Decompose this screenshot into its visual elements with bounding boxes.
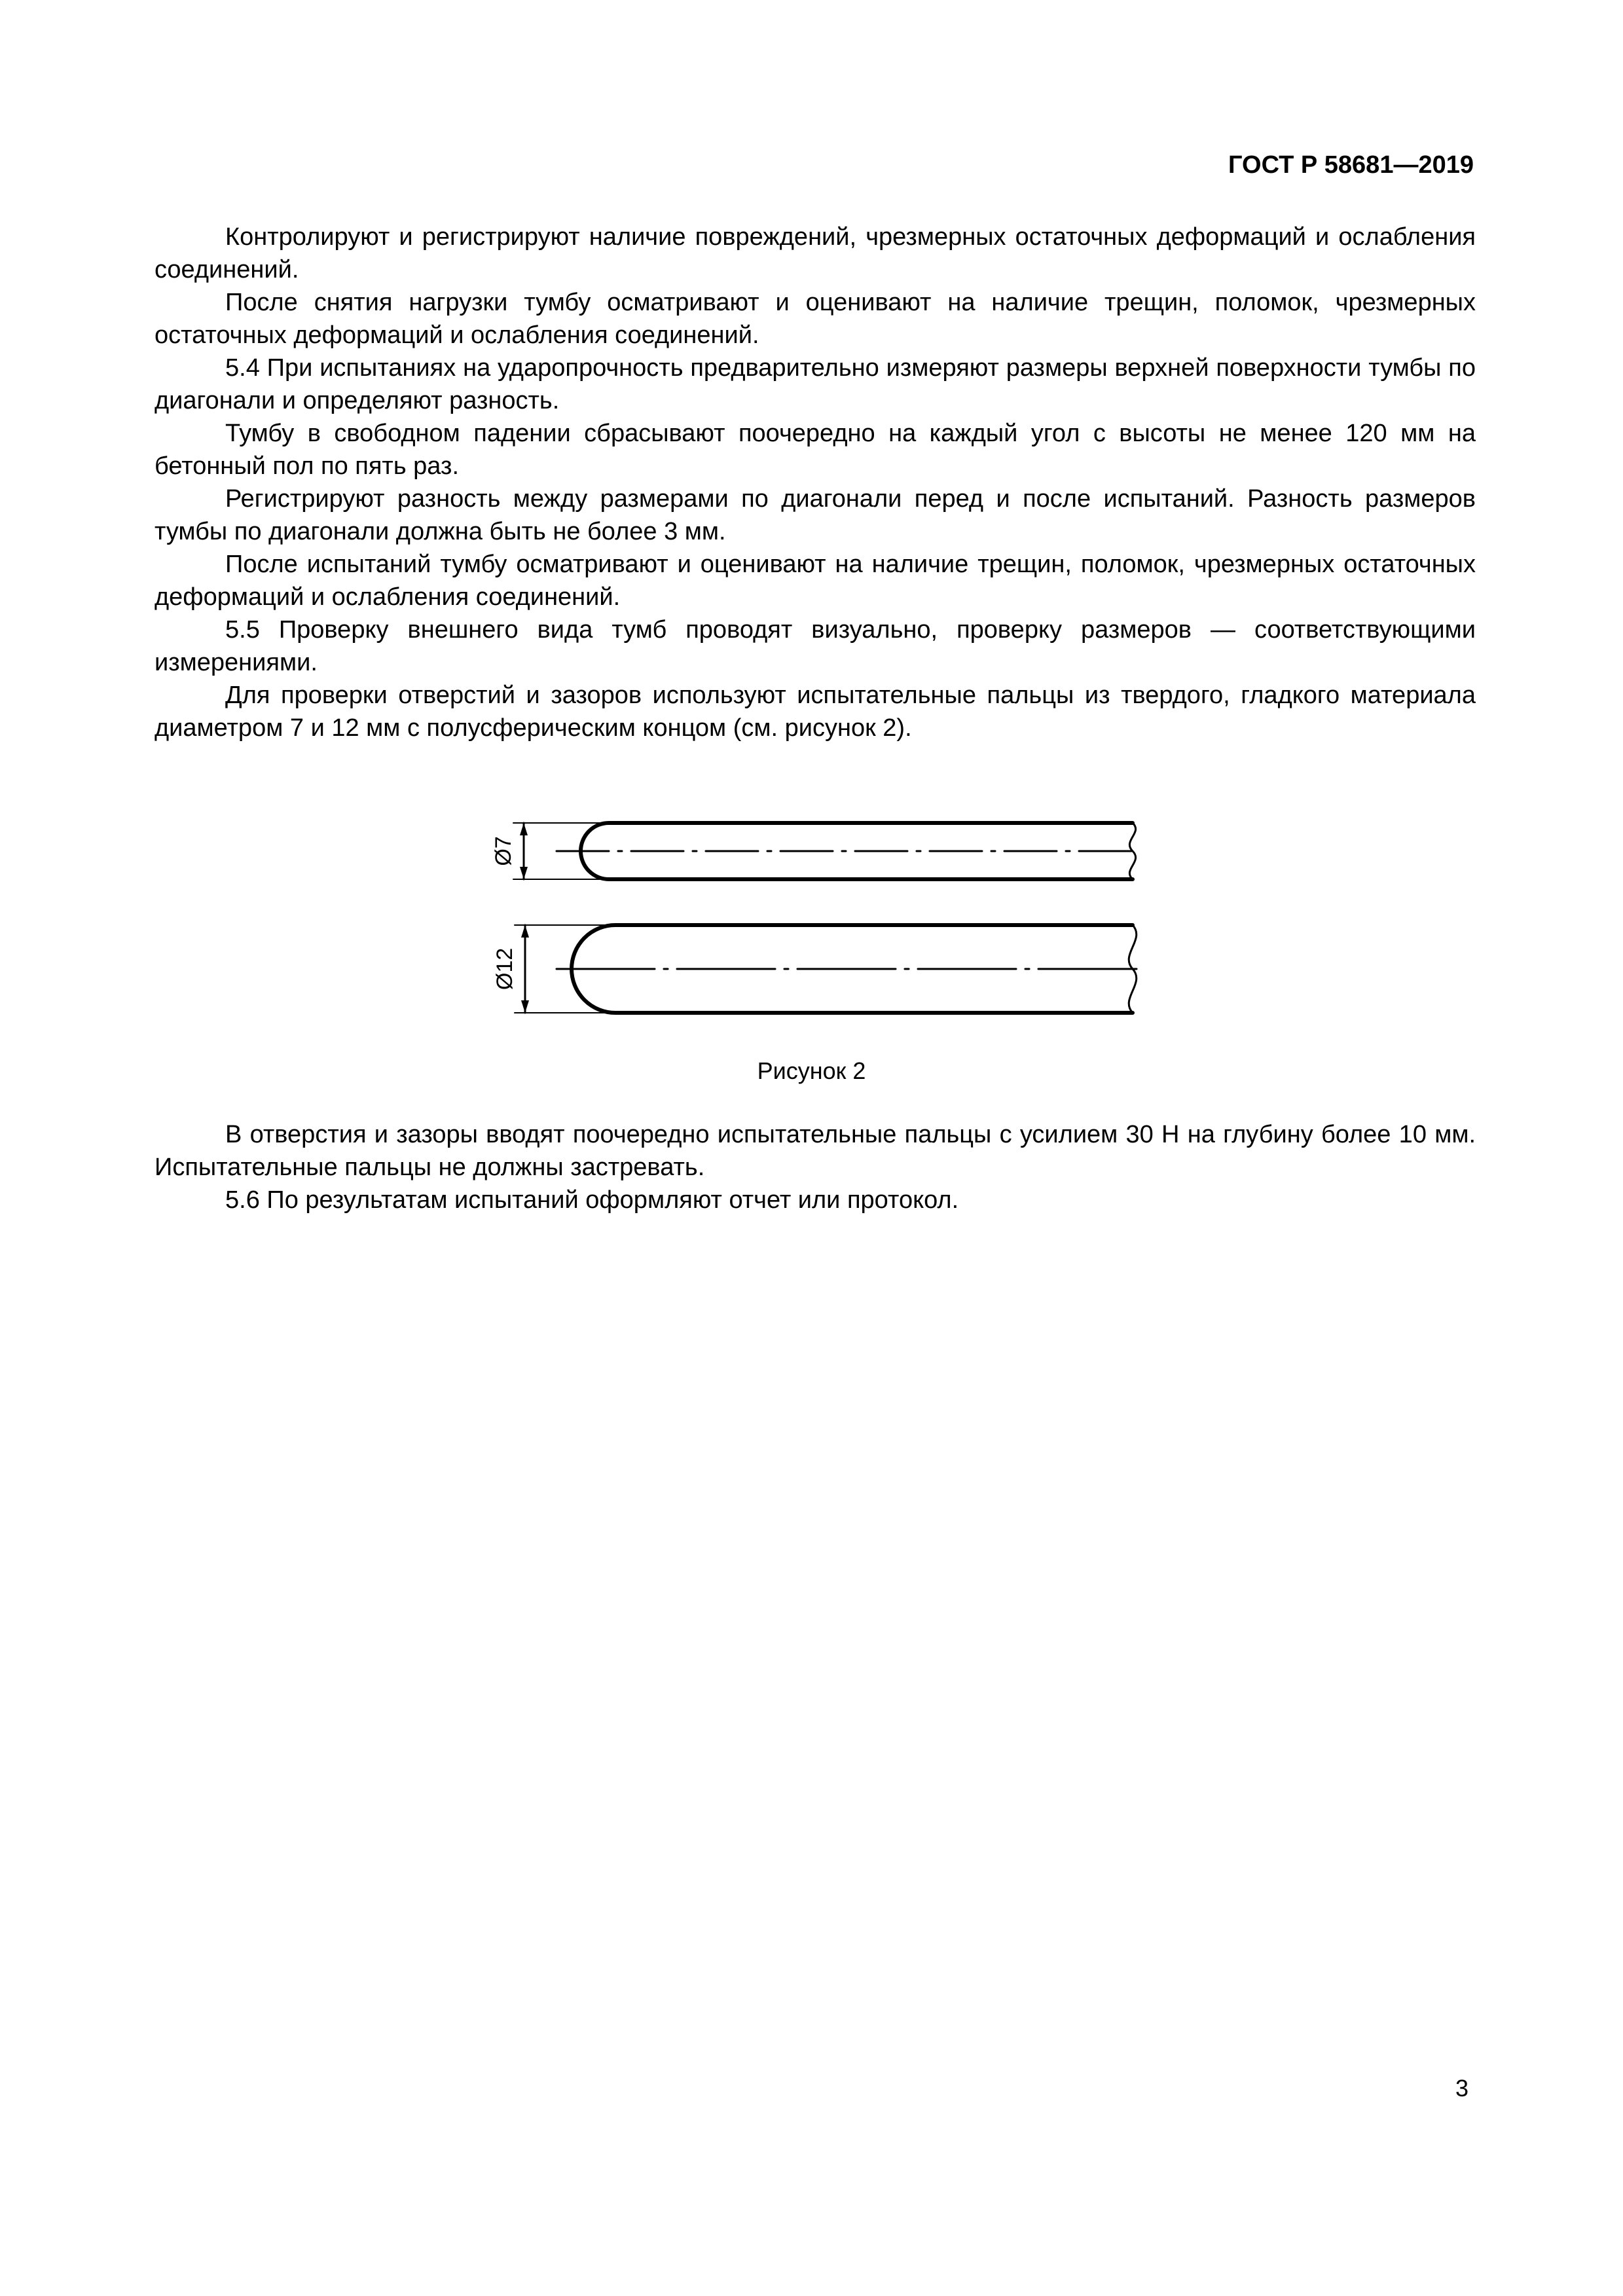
body-text-bottom [155, 1118, 1476, 1216]
paragraph: 5.4 При испытаниях на ударопрочность предварительно измеряют размеры верхней поверхности тумбы по диагонали и определяют разность. [155, 354, 1476, 414]
arrow-head [520, 867, 528, 879]
body-text-top [155, 221, 1476, 744]
finger-large [515, 925, 1139, 1013]
paragraph: В отверстия и зазоры вводят поочередно испытательные пальцы с усилием 30 Н на глубину более 10 мм. Испытательные пальцы не должны застревать. [155, 1121, 1476, 1181]
arrow-head [520, 823, 528, 835]
finger-large-diameter-label: Ø12 [492, 947, 517, 991]
finger-small [513, 823, 1139, 879]
page-number: 3 [1455, 2075, 1468, 2102]
paragraph: Для проверки отверстий и зазоров используют испытательные пальцы из твердого, гладкого материала диаметром 7 и 12 мм с полусферическим концом (см. рисунок 2). [155, 682, 1476, 742]
arrow-head [521, 1000, 529, 1013]
paragraph: Контролируют и регистрируют наличие повреждений, чрезмерных остаточных деформаций и ослабления соединений. [155, 223, 1476, 283]
arrow-head [521, 925, 529, 938]
paragraph: После снятия нагрузки тумбу осматривают и оценивают на наличие трещин, поломок, чрезмерных остаточных деформаций и ослабления соединений. [155, 289, 1476, 349]
test-fingers-drawing [484, 792, 1152, 1041]
finger-small-diameter-label: Ø7 [491, 836, 516, 866]
figure-caption: Рисунок 2 [757, 1057, 866, 1084]
paragraph: Тумбу в свободном падении сбрасывают поочередно на каждый угол с высоты не менее 120 мм на бетонный пол по пять раз. [155, 420, 1476, 480]
paragraph: Регистрируют разность между размерами по диагонали перед и после испытаний. Разность размеров тумбы по диагонали должна быть не более 3 мм. [155, 485, 1476, 545]
paragraph: 5.5 Проверку внешнего вида тумб проводят визуально, проверку размеров — соответствующими измерениями. [155, 616, 1476, 676]
paragraph: После испытаний тумбу осматривают и оценивают на наличие трещин, поломок, чрезмерных остаточных деформаций и ослабления соединений. [155, 551, 1476, 611]
paragraph: 5.6 По результатам испытаний оформляют отчет или протокол. [225, 1186, 959, 1214]
standard-id-header: ГОСТ Р 58681—2019 [1228, 151, 1474, 179]
